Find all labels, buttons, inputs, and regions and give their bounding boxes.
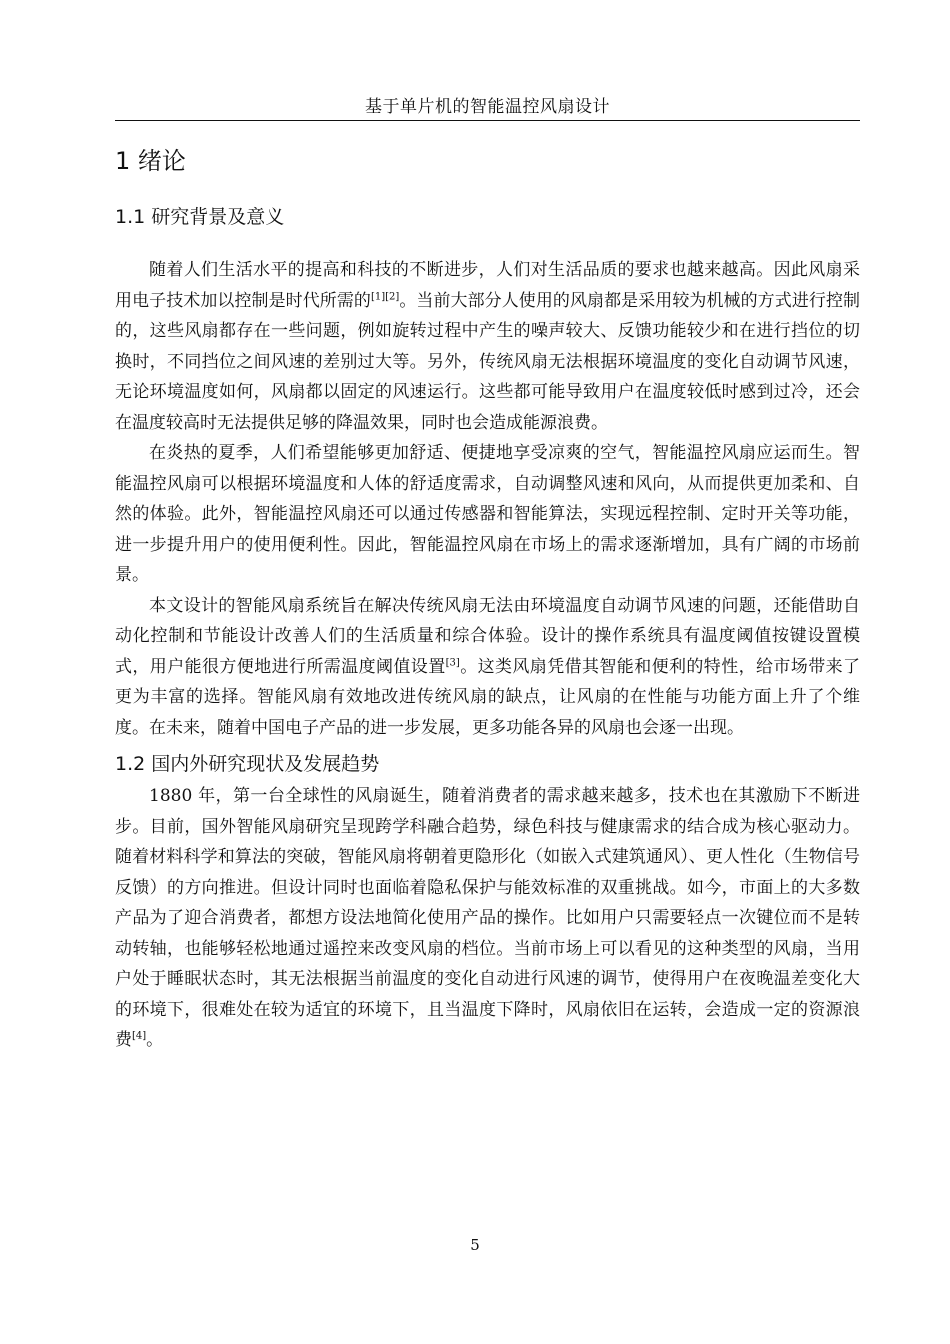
header-divider [115, 120, 860, 121]
citation: [3] [445, 656, 460, 668]
chapter-heading: 1 绪论 [115, 147, 186, 175]
main-content [115, 130, 860, 1056]
running-header: 基于单片机的智能温控风扇设计 [365, 97, 610, 117]
page-number: 5 [470, 1236, 480, 1254]
paragraph [115, 781, 860, 1056]
citation: [4] [132, 1030, 147, 1042]
paragraph-text: 。 [146, 1030, 164, 1050]
paragraph [115, 255, 860, 438]
paragraph-text: 。当前大部分人使用的风扇都是采用较为机械的方式进行控制的，这些风扇都存在一些问题，例如旋转过程中产生的噪声较大、反馈功能较少和在进行挡位的切换时，不同挡位之间风速的差别过大等。另外，传统风扇无法根据环境温度的变化自动调节风速，无论环境温度如何，风扇都以固定的风速运行。这些都可能导致用户在温度较低时感到过冷，还会在温度较高时无法提供足够的降温效果，同时也会造成能源浪费。 [115, 290, 861, 433]
paragraph-text: 随着人们生活水平的提高和科技的不断进步，人们对生活品质的要求也越来越高。因此风扇采用电子技术加以控制是时代所需的 [115, 260, 860, 311]
paragraph-text: 。这类风扇凭借其智能和便利的特性，给市场带来了更为丰富的选择。智能风扇有效地改进传统风扇的缺点，让风扇的在性能与功能方面上升了个维度。在未来，随着中国电子产品的进一步发展，更多功能各异的风扇也会逐一出现。 [115, 656, 861, 738]
paragraph-text: 本文设计的智能风扇系统旨在解决传统风扇无法由环境温度自动调节风速的问题，还能借助自动化控制和节能设计改善人们的生活质量和综合体验。设计的操作系统具有温度阈值按键设置模式，用户能很方便地进行所需温度阈值设置 [115, 595, 860, 677]
paragraph [115, 591, 860, 744]
citation: [1][2] [370, 290, 400, 302]
paragraph-text: 1880 年，第一台全球性的风扇诞生，随着消费者的需求越来越多，技术也在其激励下不断进步。目前，国外智能风扇研究呈现跨学科融合趋势，绿色科技与健康需求的结合成为核心驱动力。随着材料科学和算法的突破，智能风扇将朝着更隐形化（如嵌入式建筑通风）、更人性化（生物信号反馈）的方向推进。但设计同时也面临着隐私保护与能效标准的双重挑战。如今，市面上的大多数产品为了迎合消费者，都想方设法地简化使用产品的操作。比如用户只需要轻点一次键位而不是转动转轴，也能够轻松地通过遥控来改变风扇的档位。当前市场上可以看见的这种类型的风扇，当用户处于睡眠状态时，其无法根据当前温度的变化自动进行风速的调节，使得用户在夜晚温差变化大的环境下，很难处在较为适宜的环境下，且当温度下降时，风扇依旧在运转，会造成一定的资源浪费 [115, 786, 860, 1050]
section-heading-1-2: 1.2 国内外研究现状及发展趋势 [115, 753, 380, 775]
section-heading-1-1: 1.1 研究背景及意义 [115, 206, 285, 228]
paragraph: 在炎热的夏季，人们希望能够更加舒适、便捷地享受凉爽的空气，智能温控风扇应运而生。智能温控风扇可以根据环境温度和人体的舒适度需求，自动调整风速和风向，从而提供更加柔和、自然的体验。此外，智能温控风扇还可以通过传感器和智能算法，实现远程控制、定时开关等功能，进一步提升用户的使用便利性。因此，智能温控风扇在市场上的需求逐渐增加，具有广阔的市场前景。 [115, 443, 860, 585]
